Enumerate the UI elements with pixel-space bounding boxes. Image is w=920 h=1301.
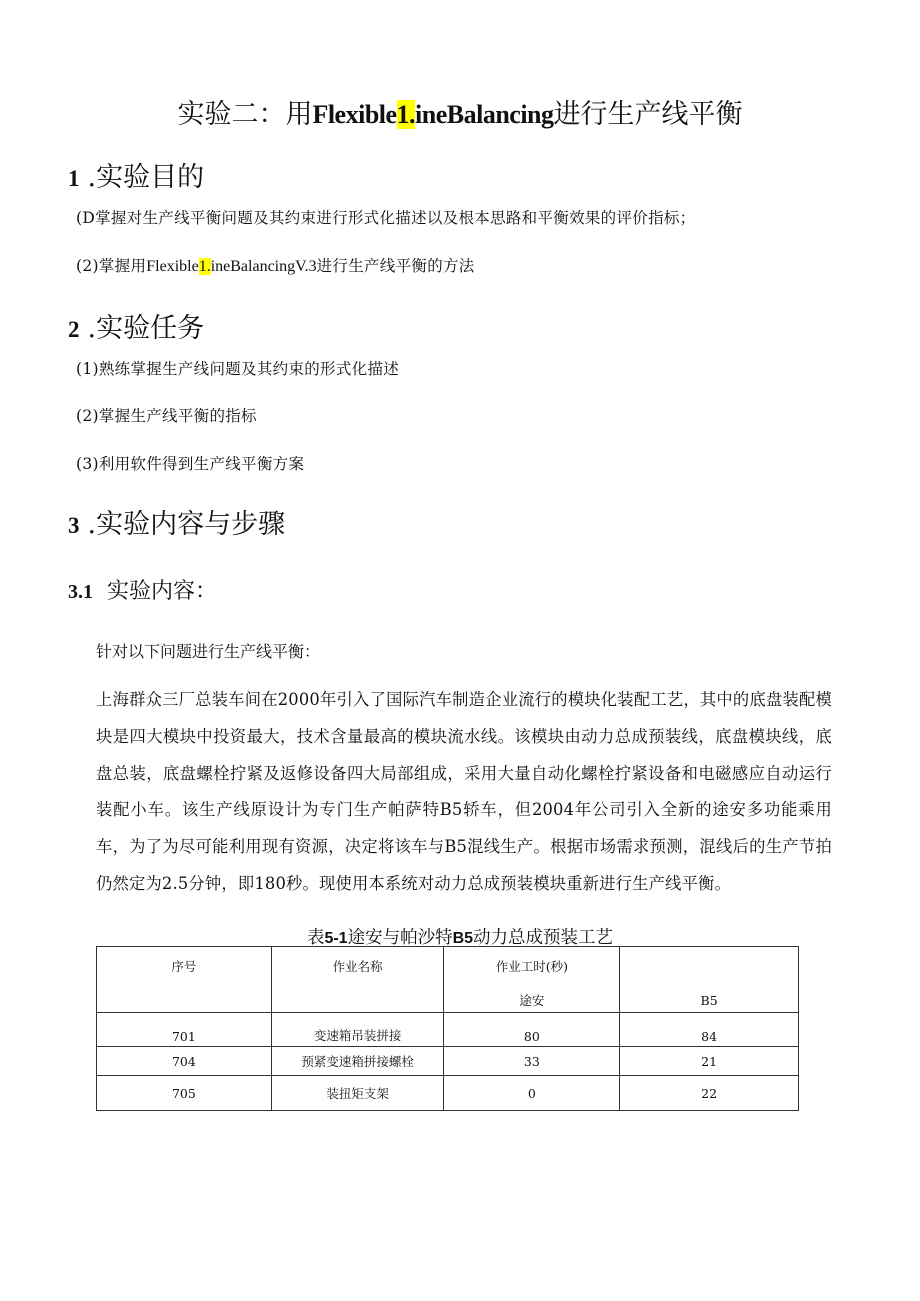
table-row — [97, 1076, 799, 1111]
highlight-mark: 1. — [396, 100, 416, 129]
title-suffix: 进行生产线平衡 — [553, 99, 743, 130]
header-b5: B5 — [620, 947, 799, 1013]
cell-touran: 80 — [444, 1013, 620, 1047]
cell-touran: 33 — [444, 1047, 620, 1076]
section-number: 3 — [68, 513, 80, 538]
title-prefix: 实验二：用 — [177, 99, 313, 130]
intro-paragraph: 针对以下问题进行生产线平衡： — [96, 642, 321, 661]
cell-touran: 0 — [444, 1076, 620, 1111]
section-number: 3.1 — [68, 581, 93, 603]
table-caption: 表5-1途安与帕沙特B5动力总成预装工艺 — [306, 928, 614, 948]
section-number: 2 — [68, 317, 80, 342]
highlight-mark: 1. — [198, 258, 211, 275]
section-1-heading — [68, 155, 204, 194]
header-seq: 序号 — [97, 947, 272, 1013]
cell-seq: 705 — [97, 1076, 272, 1111]
header-time-touran: 作业工时(秒) 途安 — [444, 947, 620, 1013]
cell-b5: 84 — [620, 1013, 799, 1047]
cell-name: 装扭矩支架 — [271, 1076, 444, 1111]
section-2-heading — [68, 306, 204, 345]
task-item-3: (3)利用软件得到生产线平衡方案 — [76, 455, 305, 473]
cell-seq: 701 — [97, 1013, 272, 1047]
section-title: .实验目的 — [87, 162, 205, 193]
cell-b5: 22 — [620, 1076, 799, 1111]
cell-seq: 704 — [97, 1047, 272, 1076]
section-title: .实验内容与步骤 — [87, 509, 286, 540]
task-item-2: (2)掌握生产线平衡的指标 — [76, 407, 257, 425]
objective-item-1: (D掌握对生产线平衡问题及其约束进行形式化描述以及根本思路和平衡效果的评价指标； — [76, 209, 696, 227]
section-number: 1 — [68, 166, 80, 191]
header-name: 作业名称 — [271, 947, 444, 1013]
section-3-heading — [68, 502, 285, 541]
document-title — [0, 92, 920, 131]
cell-b5: 21 — [620, 1047, 799, 1076]
objective-item-2: (2)掌握用Flexible1.ineBalancingV.3进行生产线平衡的方法 — [76, 257, 475, 275]
table-header-row — [97, 947, 799, 1013]
section-3-1-heading — [68, 574, 217, 605]
table-row — [97, 1047, 799, 1076]
body-paragraph: 上海群众三厂总装车间在2000年引入了国际汽车制造企业流行的模块化装配工艺，其中的底盘装配模块是四大模块中投资最大，技术含量最高的模块流水线。该模块由动力总成预装线，底盘模块线，底盘总装，底盘螺栓拧紧及返修设备四大局部组成，采用大量自动化螺栓拧紧设备和电磁感应自动运行装配小车。该生产线原设计为专门生产帕萨特B5轿车，但2004年公司引入全新的途安多功能乘用车，为了为尽可能利用现有资源，决定将该车与B5混线生产。根据市场需求预测，混线后的生产节拍仍然定为2.5分钟，即180秒。现使用本系统对动力总成预装模块重新进行生产线平衡。 — [96, 690, 832, 893]
process-table — [96, 946, 799, 1111]
section-title: .实验任务 — [87, 313, 205, 344]
section-title: 实验内容： — [107, 579, 218, 604]
task-item-1: (1)熟练掌握生产线问题及其约束的形式化描述 — [76, 360, 400, 378]
title-software-name: Flexible1.ineBalancing — [312, 100, 554, 129]
cell-name: 预紧变速箱拼接螺栓 — [271, 1047, 444, 1076]
table-row — [97, 1013, 799, 1047]
cell-name: 变速箱吊装拼接 — [271, 1013, 444, 1047]
